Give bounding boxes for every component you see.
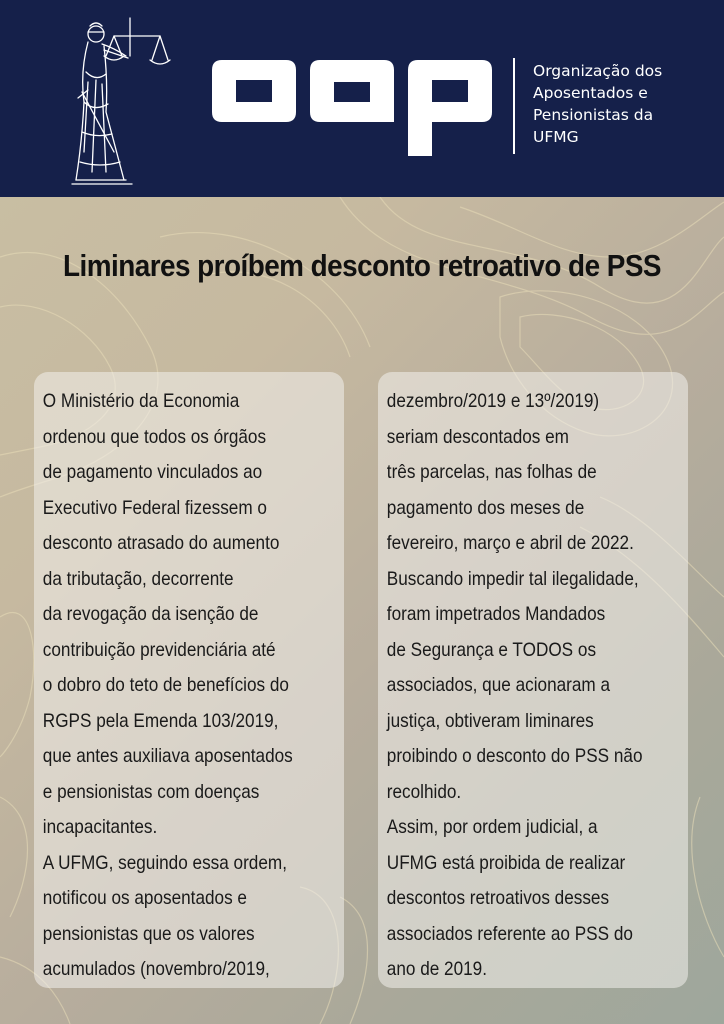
article-line: pensionistas que os valores	[42, 922, 255, 945]
article-line: associados, que acionaram a	[386, 674, 611, 696]
article-line: o dobro do teto de benefícios do	[42, 674, 289, 696]
org-name-line: Pensionistas da	[533, 106, 654, 124]
article-line: RGPS pela Emenda 103/2019,	[42, 709, 279, 732]
article-line: Executivo Federal fizessem o	[42, 496, 267, 519]
org-name-line: Aposentados e	[533, 84, 648, 102]
org-name-line: UFMG	[533, 128, 579, 146]
article-line: justiça, obtiveram liminares	[386, 709, 594, 732]
article-line: contribuição previdenciária até	[42, 638, 276, 661]
oap-logo	[212, 52, 496, 160]
article-line: de pagamento vinculados ao	[42, 461, 263, 483]
article-line: associados referente ao PSS do	[386, 922, 633, 945]
article-line: ano de 2019.	[386, 958, 487, 980]
article-line: incapacitantes.	[42, 816, 158, 838]
article-line: Buscando impedir tal ilegalidade,	[386, 567, 639, 590]
lady-justice-icon	[62, 12, 172, 188]
article-line: que antes auxiliava aposentados	[42, 745, 293, 767]
article-column-left	[34, 372, 344, 988]
article-line: foram impetrados Mandados	[386, 603, 606, 625]
article-line: descontos retroativos desses	[386, 887, 610, 909]
article-headline: Liminares proíbem desconto retroativo de PSS	[63, 248, 661, 283]
article-line: ordenou que todos os órgãos	[42, 425, 267, 448]
article-line: fevereiro, março e abril de 2022.	[386, 532, 634, 554]
article-line: Assim, por ordem judicial, a	[386, 816, 598, 838]
article-line: e pensionistas com doenças	[42, 780, 260, 803]
organization-name	[533, 60, 713, 148]
article-line: dezembro/2019 e 13º/2019)	[386, 390, 600, 412]
logo-divider	[513, 58, 515, 154]
article-line: proibindo o desconto do PSS não	[386, 745, 643, 767]
article-line: seriam descontados em	[386, 425, 569, 448]
article-line: três parcelas, nas folhas de	[386, 461, 597, 483]
article-line: A UFMG, seguindo essa ordem,	[42, 851, 287, 874]
article-line: acumulados (novembro/2019,	[42, 958, 270, 980]
article-line: O Ministério da Economia	[42, 390, 240, 412]
article-line: notificou os aposentados e	[42, 887, 247, 909]
org-name-line: Organização dos	[533, 62, 663, 80]
article-line: da revogação da isenção de	[42, 603, 259, 625]
header-banner	[0, 0, 724, 197]
article-column-right	[378, 372, 688, 988]
article-line: recolhido.	[386, 780, 462, 803]
article-line: UFMG está proibida de realizar	[386, 851, 626, 874]
article-line: pagamento dos meses de	[386, 496, 585, 519]
article-line: da tributação, decorrente	[42, 567, 234, 590]
article-line: desconto atrasado do aumento	[42, 532, 280, 554]
article-line: de Segurança e TODOS os	[386, 638, 597, 661]
